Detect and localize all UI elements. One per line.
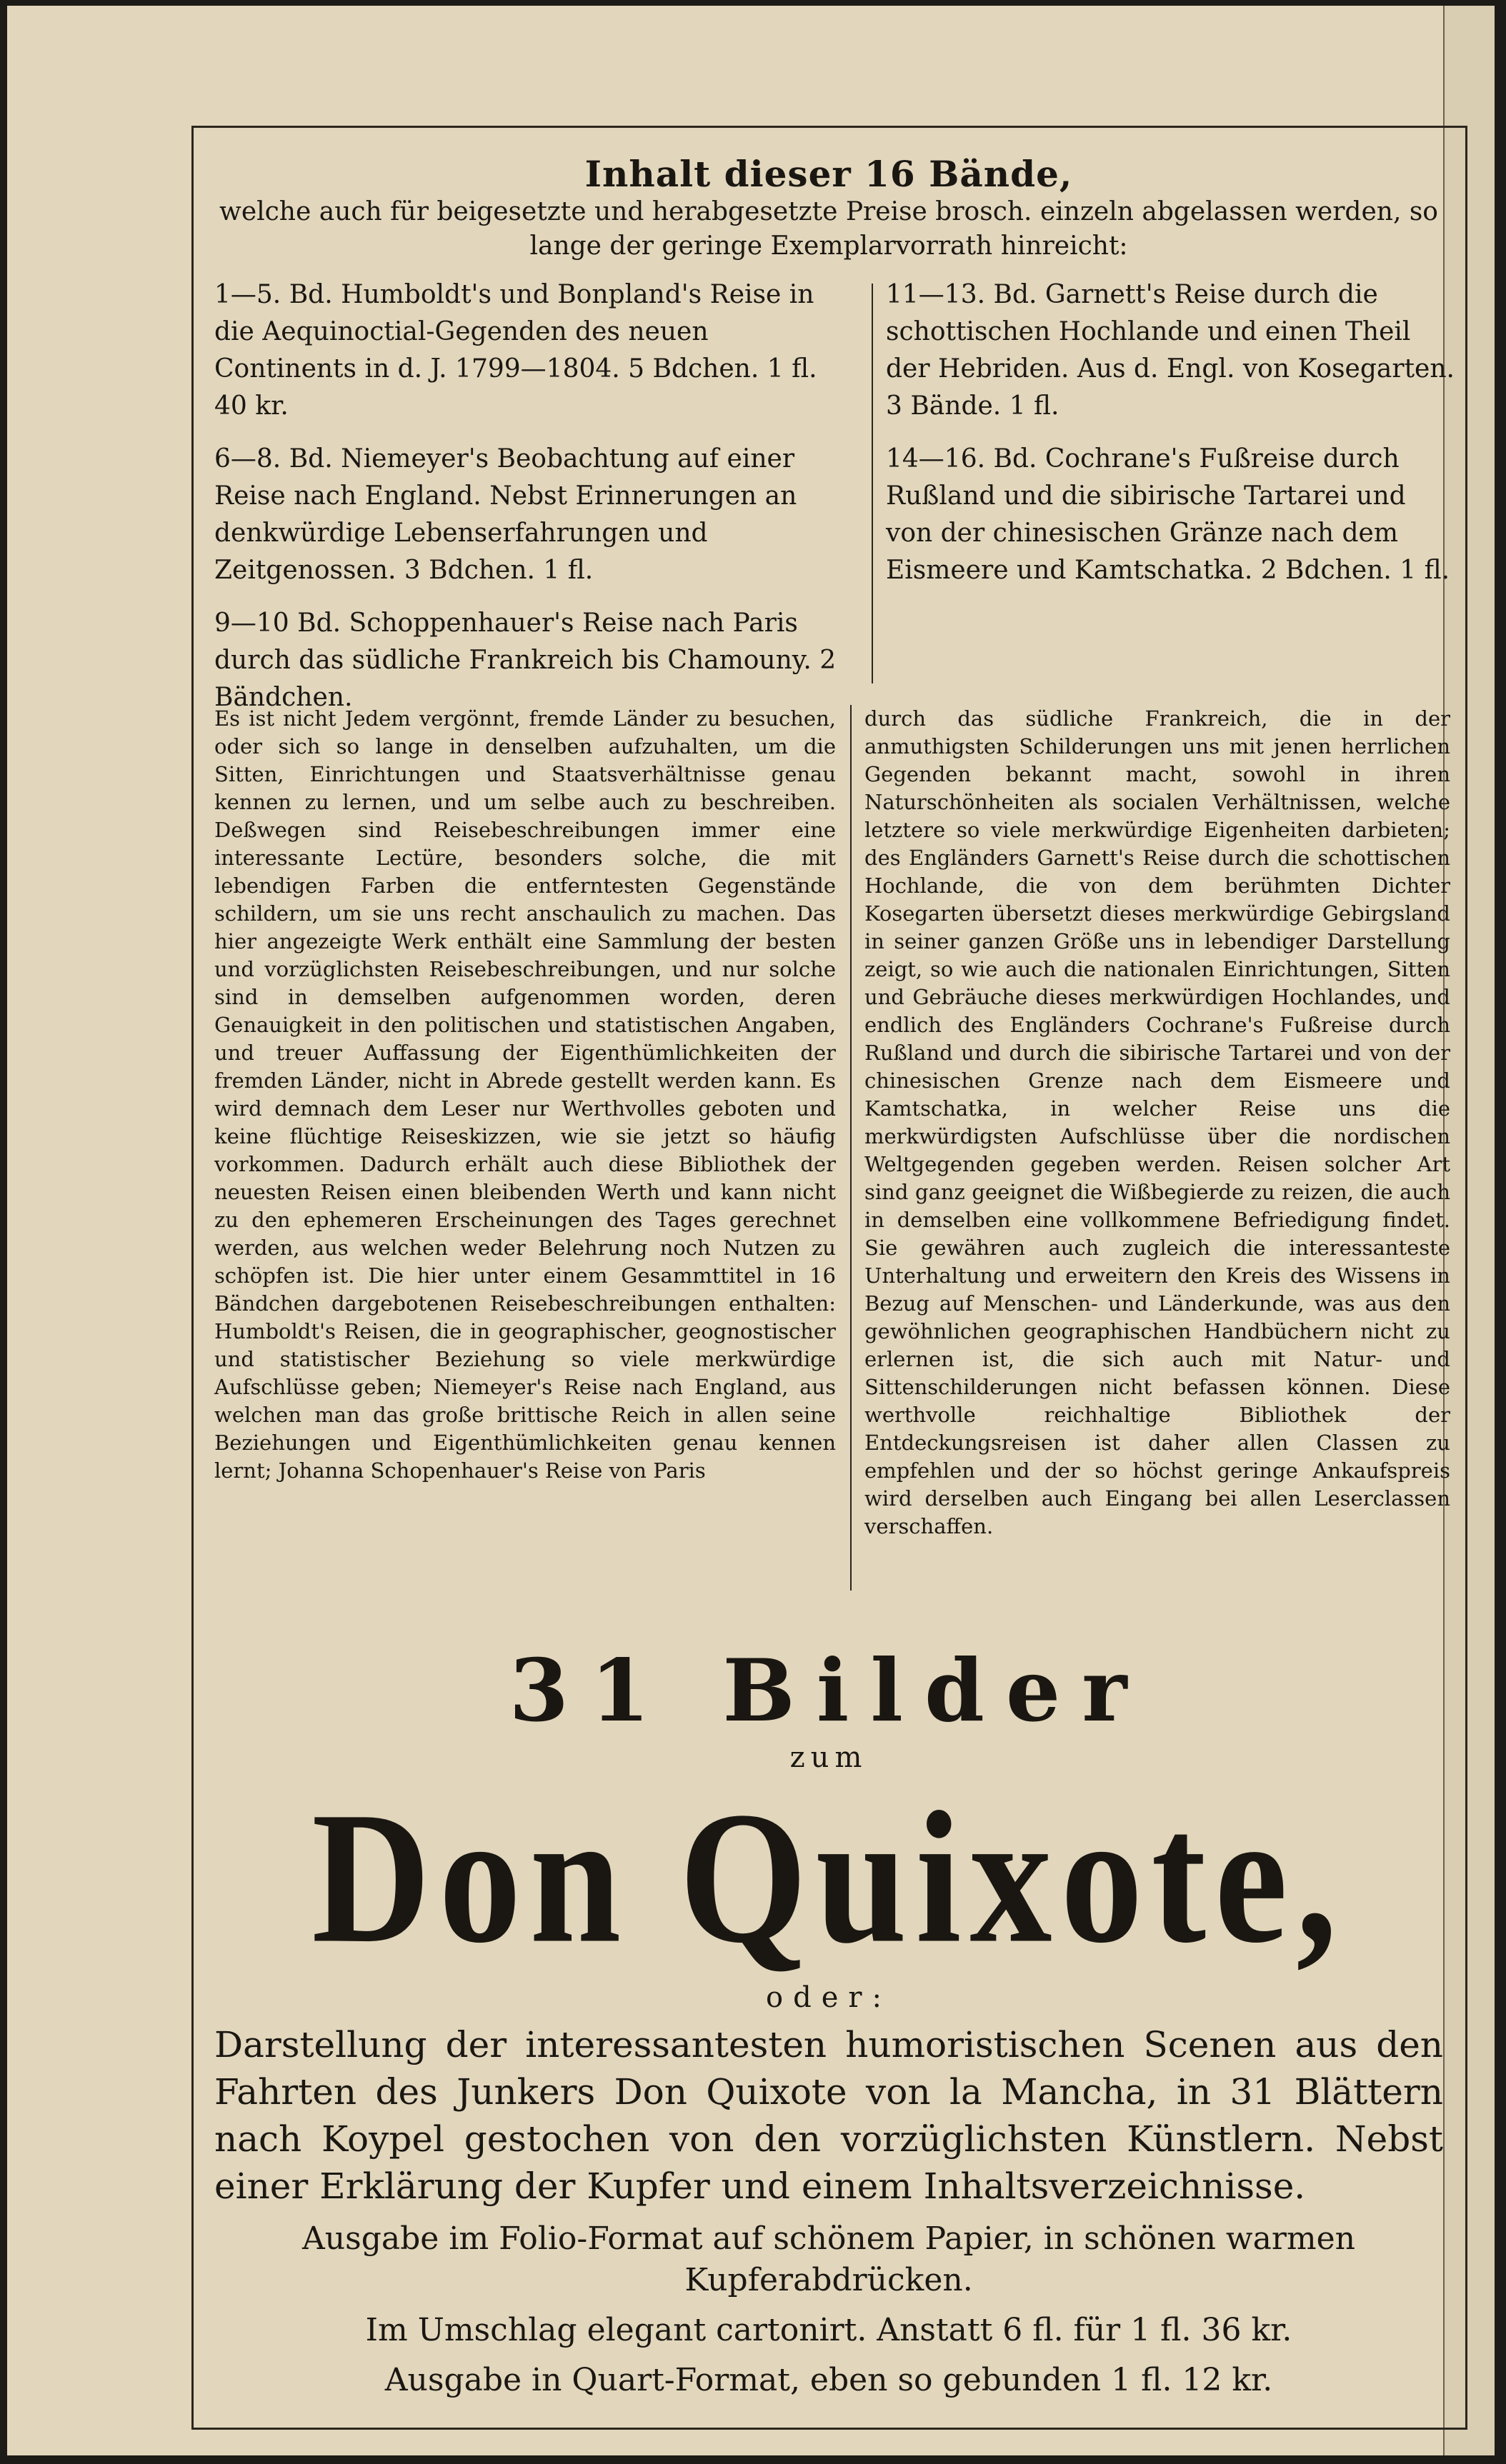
advert-description: Darstellung der interessantesten humoristischen Scenen aus den Fahrten des Junkers Don Quixote von la Mancha, in 31 Blättern nach Koypel gestochen von den vorzüglichsten Künstlern. Nebst einer Erklärung der Kupfer und einem Inhaltsverzeichnisse.	[214, 2024, 1443, 2207]
edition-cartonirt: Im Umschlag elegant cartonirt. Anstatt 6 fl. für 1 fl. 36 kr.	[365, 2312, 1292, 2348]
volume-column-left	[214, 276, 857, 732]
edition-quart: Ausgabe in Quart-Format, eben so gebunden 1 fl. 12 kr.	[384, 2362, 1273, 2398]
body-column-left: Es ist nicht Jedem vergönnt, fremde Länder zu besuchen, oder sich so lange in denselben aufzuhalten, um die Sitten, Einrichtungen und Staatsverhältnisse genau kennen zu lernen, und um selbe auch zu beschreiben. Deßwegen sind Reisebeschreibungen immer eine interessante Lectüre, besonders solche, die mit lebendigen Farben die entferntesten Gegenstände schildern, um sie uns recht anschaulich zu machen. Das hier angezeigte Werk enthält eine Sammlung der besten und vorzüglichsten Reisebeschreibungen, und nur solche sind in demselben aufgenommen worden, deren Genauigkeit in den politischen und statistischen Angaben, und treuer Auffassung der Eigenthümlichkeiten der fremden Länder, nicht in Abrede gestellt werden kann. Es wird demnach dem Leser nur Werthvolles geboten und keine flüchtige Reiseskizzen, wie sie jetzt so häufig vorkommen. Dadurch erhält auch diese Bibliothek der neuesten Reisen einen bleibenden Werth und kann nicht zu den ephemeren Erscheinungen des Tages gerechnet werden, aus welchen weder Belehrung noch Nutzen zu schöpfen ist. Die hier unter einem Gesammttitel in 16 Bändchen dargebotenen Reisebeschreibungen enthalten: Humboldt's Reisen, die in geographischer, geognostischer und statistischer Beziehung so viele merkwürdige Aufschlüsse geben; Niemeyer's Reise nach England, aus welchen man das große brittische Reich in allen seine Beziehungen und Eigenthümlichkeiten genau kennen lernt; Johanna Schopenhauer's Reise von Paris	[214, 706, 836, 1483]
body-column-right: durch das südliche Frankreich, die in der anmuthigsten Schilderungen uns mit jenen herrlichen Gegenden bekannt macht, sowohl in ihren Naturschönheiten als socialen Verhältnissen, welche letztere so viele merkwürdige Eigenheiten darbieten; des Engländers Garnett's Reise durch die schottischen Hochlande, die von dem berühmten Dichter Kosegarten übersetzt dieses merkwürdige Gebirgsland in seiner ganzen Größe uns in lebendiger Darstellung zeigt, so wie auch die nationalen Einrichtungen, Sitten und Gebräuche dieses merkwürdigen Hochlandes, und endlich des Engländers Cochrane's Fußreise durch Rußland und durch die sibirische Tartarei und von der chinesischen Grenze nach dem Eismeere und Kamtschatka, in welcher Reise uns die merkwürdigsten Aufschlüsse über die nordischen Weltgegenden gegeben werden. Reisen solcher Art sind ganz geeignet die Wißbegierde zu reizen, die auch in demselben eine vollkommene Befriedigung findet. Sie gewähren auch zugleich die interessanteste Unterhaltung und erweitern den Kreis des Wissens in Bezug auf Menschen- und Länderkunde, was aus den gewöhnlichen geographischen Handbüchern nicht zu erlernen ist, die sich auch mit Natur- und Sittenschilderungen nicht befassen können. Diese werthvolle reichhaltige Bibliothek der Entdeckungsreisen ist daher allen Classen zu empfehlen und der so höchst geringe Ankaufspreis wird derselben auch Eingang bei allen Leserclassen verschaffen.	[864, 706, 1450, 1538]
don-quixote-title: Don Quixote,	[311, 1772, 1346, 1983]
scanned-page	[7, 6, 1495, 2455]
volume-entry: 9—10 Bd. Schoppenhauer's Reise nach Paris durch das südliche Frankreich bis Chamouny. 2 Bändchen.	[214, 609, 837, 712]
volume-column-right	[886, 276, 1457, 605]
page-content	[214, 149, 1455, 2401]
advert-title: 31 Bilder	[509, 1641, 1149, 1741]
volume-list	[214, 276, 1455, 712]
column-divider	[872, 284, 873, 683]
volume-entry: 6—8. Bd. Niemeyer's Beobachtung auf einer Reise nach England. Nebst Erinnerungen an denkwürdige Lebenserfahrungen und Zeitgenossen. 3 Bdchen. 1 fl.	[214, 444, 797, 585]
volume-entry: 11—13. Bd. Garnett's Reise durch die schottischen Hochlande und einen Theil der Hebriden. Aus d. Engl. von Kosegarten. 3 Bände. 1 fl.	[886, 280, 1455, 421]
advert-zum: zum	[789, 1741, 868, 1774]
body-text	[214, 705, 1450, 1612]
contents-heading: Inhalt dieser 16 Bände,	[584, 153, 1073, 195]
advert-oder: oder:	[766, 1981, 892, 2014]
column-divider	[850, 705, 852, 1591]
contents-subheading: welche auch für beigesetzte und herabgesetzte Preise brosch. einzeln abgelassen werden, so lange der geringe Exemplarvorrath hinreicht:	[219, 197, 1438, 261]
volume-entry: 1—5. Bd. Humboldt's und Bonpland's Reise in die Aequinoctial-Gegenden des neuen Continents in d. J. 1799—1804. 5 Bdchen. 1 fl. 40 kr.	[214, 280, 817, 421]
edition-folio: Ausgabe im Folio-Format auf schönem Papier, in schönen warmen Kupferabdrücken.	[302, 2220, 1355, 2298]
volume-entry: 14—16. Bd. Cochrane's Fußreise durch Rußland und die sibirische Tartarei und von der chinesischen Gränze nach dem Eismeere und Kamtschatka. 2 Bdchen. 1 fl.	[886, 444, 1450, 585]
